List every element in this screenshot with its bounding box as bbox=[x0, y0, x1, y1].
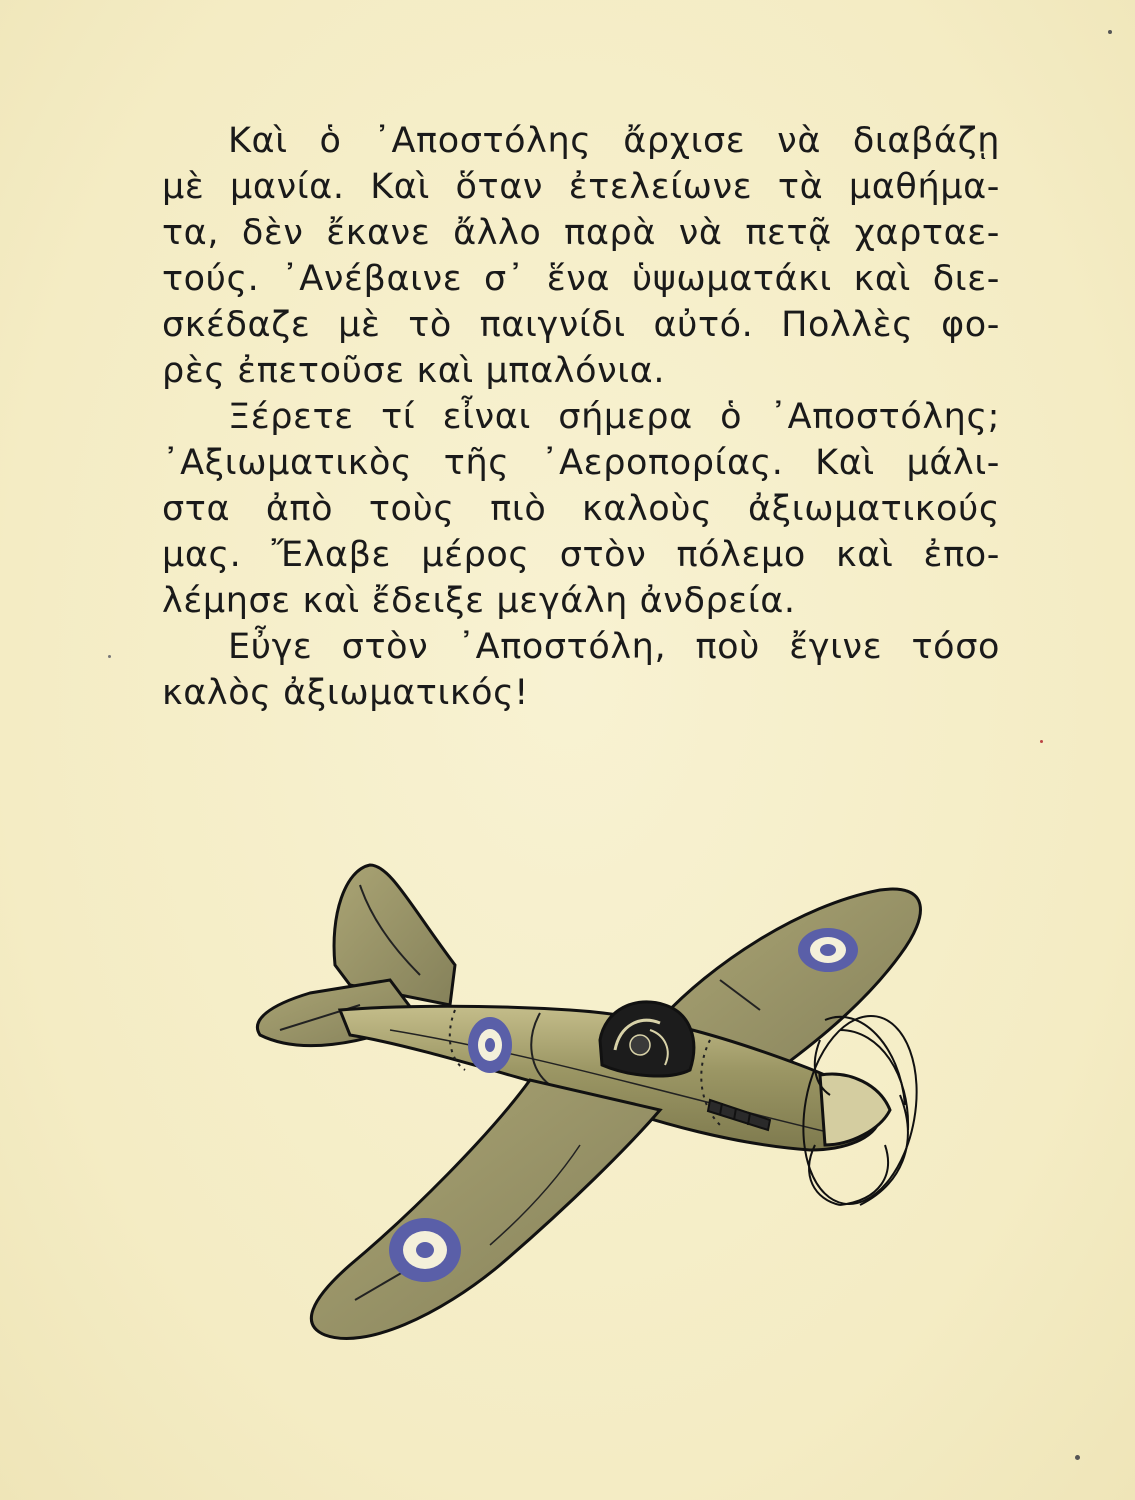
print-speck bbox=[1075, 1455, 1080, 1460]
text-line: λέμησε καὶ ἔδειξε μεγάλη ἀνδρεία. bbox=[162, 581, 796, 621]
text-line: Ξέρετε τί εἶναι σήμερα ὁ ᾿Αποστόλης; bbox=[228, 397, 1000, 437]
lower-wing bbox=[311, 1080, 660, 1339]
text-line: Καὶ ὁ ᾿Αποστόλης ἄρχισε νὰ διαβάζῃ bbox=[228, 121, 1000, 161]
airplane-icon bbox=[240, 845, 940, 1435]
text-line: στα ἀπὸ τοὺς πιὸ καλοὺς ἀξιωματικούς bbox=[162, 489, 1000, 529]
print-speck bbox=[1040, 740, 1043, 743]
roundel bbox=[798, 928, 858, 972]
text-line: μας. Ἔλαβε μέρος στὸν πόλεμο καὶ ἐπο- bbox=[162, 535, 1000, 575]
print-speck bbox=[108, 655, 111, 658]
text-line: τούς. ᾿Ανέβαινε σ᾿ ἕνα ὑψωματάκι καὶ διε- bbox=[162, 259, 1000, 299]
roundel bbox=[389, 1218, 461, 1282]
text-line: σκέδαζε μὲ τὸ παιγνίδι αὐτό. Πολλὲς φο- bbox=[162, 305, 1000, 345]
text-line: μὲ μανία. Καὶ ὅταν ἐτελείωνε τὰ μαθήμα- bbox=[162, 167, 1000, 207]
roundel bbox=[468, 1017, 512, 1073]
text-line: ᾿Αξιωματικὸς τῆς ᾿Αεροπορίας. Καὶ μάλι- bbox=[162, 443, 1000, 483]
text-line: καλὸς ἀξιωματικός! bbox=[162, 673, 529, 713]
story-text bbox=[162, 118, 1000, 716]
text-line: Εὖγε στὸν ᾿Αποστόλη, ποὺ ἔγινε τόσο bbox=[228, 627, 1000, 667]
airplane-illustration bbox=[240, 845, 940, 1435]
text-line: τα, δὲν ἔκανε ἄλλο παρὰ νὰ πετᾷ χαρταε- bbox=[162, 213, 1000, 253]
text-line: ρὲς ἐπετοῦσε καὶ μπαλόνια. bbox=[162, 351, 666, 391]
propeller-spinner bbox=[820, 1074, 890, 1145]
print-speck bbox=[1108, 30, 1112, 34]
